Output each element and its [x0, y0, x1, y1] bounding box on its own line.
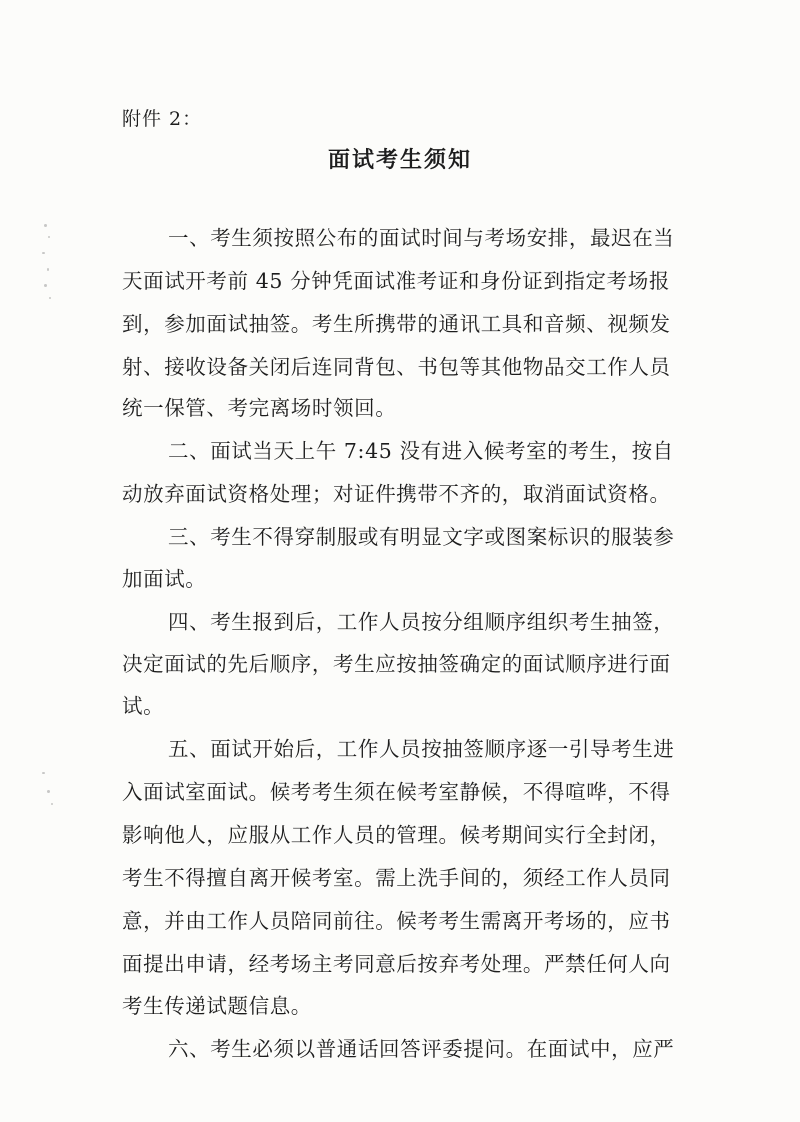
scan-speck [42, 252, 45, 254]
document-title: 面试考生须知 [327, 147, 472, 173]
paragraph-4-line-2: 决定面试的先后顺序，考生应按抽签确定的面试顺序进行面 [122, 652, 671, 676]
paragraph-1-line-5: 统一保管、考完离场时领回。 [122, 396, 397, 420]
paragraph-2-line-1: 二、面试当天上午 7:45 没有进入候考室的考生，按自 [168, 439, 674, 463]
paragraph-5-line-6: 面提出申请，经考场主考同意后按弃考处理。严禁任何人向 [122, 952, 671, 976]
paragraph-6-line-1: 六、考生必须以普通话回答评委提问。在面试中，应严 [168, 1037, 675, 1061]
paragraph-5-line-7: 考生传递试题信息。 [122, 994, 312, 1018]
scan-speck [51, 803, 53, 805]
paragraph-1-line-2: 天面试开考前 45 分钟凭面试准考证和身份证到指定考场报 [122, 269, 670, 293]
paragraph-2-line-2: 动放弃面试资格处理；对证件携带不齐的，取消面试资格。 [122, 482, 671, 506]
paragraph-5-line-4: 考生不得擅自离开候考室。需上洗手间的，须经工作人员同 [122, 866, 671, 890]
paragraph-4-line-3: 试。 [122, 694, 165, 718]
scan-speck [49, 297, 51, 299]
paragraph-1-line-3: 到，参加面试抽签。考生所携带的通讯工具和音频、视频发 [122, 312, 671, 336]
paragraph-1-line-1: 一、考生须按照公布的面试时间与考场安排，最迟在当 [168, 226, 675, 250]
paragraph-5-line-5: 意，并由工作人员陪同前往。候考考生需离开考场的，应书 [122, 909, 671, 933]
scan-speck [42, 772, 45, 774]
scan-speck [44, 284, 47, 287]
paragraph-5-line-1: 五、面试开始后，工作人员按抽签顺序逐一引导考生进 [168, 737, 675, 761]
scan-speck [44, 224, 47, 227]
scan-speck [48, 236, 50, 238]
paragraph-4-line-1: 四、考生报到后，工作人员按分组顺序组织考生抽签， [168, 610, 675, 634]
scan-speck [47, 790, 50, 793]
paragraph-5-line-3: 影响他人，应服从工作人员的管理。候考期间实行全封闭， [122, 823, 671, 847]
paragraph-3-line-1: 三、考生不得穿制服或有明显文字或图案标识的服装参 [168, 525, 675, 549]
scan-speck [47, 268, 49, 271]
paragraph-5-line-2: 入面试室面试。候考考生须在候考室静候，不得喧哗，不得 [122, 780, 671, 804]
paragraph-1-line-4: 射、接收设备关闭后连同背包、书包等其他物品交工作人员 [122, 355, 671, 379]
attachment-label: 附件 2： [122, 108, 203, 130]
paragraph-3-line-2: 加面试。 [122, 567, 207, 591]
